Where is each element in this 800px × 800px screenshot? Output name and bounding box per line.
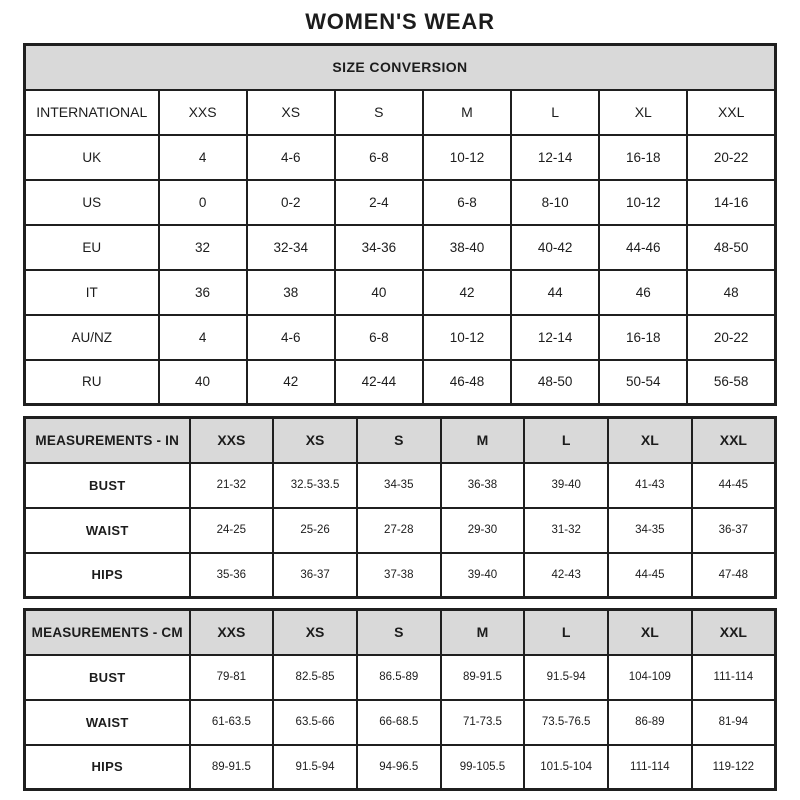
row-label-cell: WAIST [25, 700, 190, 745]
value-cell: 12-14 [511, 315, 599, 360]
value-cell: 48-50 [687, 225, 775, 270]
value-cell: 10-12 [599, 180, 687, 225]
table-row [25, 180, 776, 225]
row-label-cell: EU [25, 225, 159, 270]
value-cell: 44 [511, 270, 599, 315]
measurements-in-table [23, 416, 777, 599]
row-label-cell: WAIST [25, 508, 190, 553]
value-cell: 36-37 [273, 553, 357, 598]
table-row [25, 135, 776, 180]
size-column-header: XS [273, 610, 357, 655]
size-column-header: S [357, 610, 441, 655]
measurements-cm-header: MEASUREMENTS - CM [25, 610, 190, 655]
value-cell: 119-122 [692, 745, 776, 790]
value-cell: 81-94 [692, 700, 776, 745]
table-row [25, 225, 776, 270]
value-cell: 6-8 [335, 315, 423, 360]
row-label-cell: HIPS [25, 553, 190, 598]
measurements-cm-header-row [25, 610, 776, 655]
size-column-header: XXS [190, 610, 274, 655]
column-header-cell: M [423, 90, 511, 135]
value-cell: 36-37 [692, 508, 776, 553]
value-cell: 46 [599, 270, 687, 315]
size-column-header: XS [273, 418, 357, 463]
value-cell: 44-46 [599, 225, 687, 270]
value-cell: 94-96.5 [357, 745, 441, 790]
value-cell: 82.5-85 [273, 655, 357, 700]
value-cell: 42-44 [335, 360, 423, 405]
table-row [25, 270, 776, 315]
value-cell: 34-35 [357, 463, 441, 508]
size-column-header: XL [608, 418, 692, 463]
size-column-header: XXL [692, 418, 776, 463]
value-cell: 40 [159, 360, 247, 405]
row-label-cell: US [25, 180, 159, 225]
value-cell: 47-48 [692, 553, 776, 598]
value-cell: 104-109 [608, 655, 692, 700]
value-cell: 12-14 [511, 135, 599, 180]
measurements-in-header: MEASUREMENTS - IN [25, 418, 190, 463]
table-row [25, 315, 776, 360]
value-cell: 42 [247, 360, 335, 405]
value-cell: 29-30 [441, 508, 525, 553]
value-cell: 10-12 [423, 315, 511, 360]
table-row [25, 508, 776, 553]
value-cell: 48-50 [511, 360, 599, 405]
value-cell: 111-114 [608, 745, 692, 790]
value-cell: 8-10 [511, 180, 599, 225]
size-column-header: XL [608, 610, 692, 655]
measurements-cm-table [23, 608, 777, 791]
value-cell: 73.5-76.5 [524, 700, 608, 745]
value-cell: 27-28 [357, 508, 441, 553]
value-cell: 0-2 [247, 180, 335, 225]
table-row [25, 745, 776, 790]
value-cell: 71-73.5 [441, 700, 525, 745]
page-title: WOMEN'S WEAR [305, 9, 495, 34]
column-header-cell: XXL [687, 90, 775, 135]
value-cell: 21-32 [190, 463, 274, 508]
value-cell: 36-38 [441, 463, 525, 508]
size-column-header: XXL [692, 610, 776, 655]
row-label-cell: IT [25, 270, 159, 315]
row-label-cell: UK [25, 135, 159, 180]
value-cell: 40-42 [511, 225, 599, 270]
size-column-header: S [357, 418, 441, 463]
value-cell: 66-68.5 [357, 700, 441, 745]
value-cell: 32 [159, 225, 247, 270]
value-cell: 50-54 [599, 360, 687, 405]
value-cell: 91.5-94 [273, 745, 357, 790]
table-row [25, 553, 776, 598]
value-cell: 42 [423, 270, 511, 315]
value-cell: 86.5-89 [357, 655, 441, 700]
value-cell: 4-6 [247, 135, 335, 180]
value-cell: 14-16 [687, 180, 775, 225]
value-cell: 32-34 [247, 225, 335, 270]
value-cell: 46-48 [423, 360, 511, 405]
value-cell: 34-35 [608, 508, 692, 553]
table-row [25, 700, 776, 745]
value-cell: 39-40 [524, 463, 608, 508]
value-cell: 4-6 [247, 315, 335, 360]
value-cell: 16-18 [599, 135, 687, 180]
size-column-header: M [441, 610, 525, 655]
value-cell: 101.5-104 [524, 745, 608, 790]
value-cell: 38 [247, 270, 335, 315]
column-header-cell: XL [599, 90, 687, 135]
table-title-row [25, 45, 776, 90]
value-cell: 0 [159, 180, 247, 225]
value-cell: 38-40 [423, 225, 511, 270]
row-label-cell: AU/NZ [25, 315, 159, 360]
size-conversion-table [23, 43, 777, 406]
value-cell: 44-45 [608, 553, 692, 598]
value-cell: 40 [335, 270, 423, 315]
value-cell: 20-22 [687, 315, 775, 360]
value-cell: 31-32 [524, 508, 608, 553]
table-row [25, 360, 776, 405]
value-cell: 35-36 [190, 553, 274, 598]
value-cell: 41-43 [608, 463, 692, 508]
row-label-cell: BUST [25, 655, 190, 700]
value-cell: 4 [159, 135, 247, 180]
value-cell: 36 [159, 270, 247, 315]
column-header-cell: INTERNATIONAL [25, 90, 159, 135]
column-header-cell: L [511, 90, 599, 135]
value-cell: 32.5-33.5 [273, 463, 357, 508]
value-cell: 24-25 [190, 508, 274, 553]
value-cell: 44-45 [692, 463, 776, 508]
column-header-cell: XXS [159, 90, 247, 135]
table-row [25, 655, 776, 700]
value-cell: 89-91.5 [441, 655, 525, 700]
value-cell: 91.5-94 [524, 655, 608, 700]
value-cell: 34-36 [335, 225, 423, 270]
value-cell: 2-4 [335, 180, 423, 225]
row-label-cell: RU [25, 360, 159, 405]
value-cell: 48 [687, 270, 775, 315]
value-cell: 99-105.5 [441, 745, 525, 790]
value-cell: 37-38 [357, 553, 441, 598]
value-cell: 6-8 [335, 135, 423, 180]
value-cell: 89-91.5 [190, 745, 274, 790]
value-cell: 86-89 [608, 700, 692, 745]
column-header-row [25, 90, 776, 135]
size-column-header: M [441, 418, 525, 463]
size-column-header: XXS [190, 418, 274, 463]
column-header-cell: XS [247, 90, 335, 135]
value-cell: 25-26 [273, 508, 357, 553]
measurements-in-header-row [25, 418, 776, 463]
value-cell: 6-8 [423, 180, 511, 225]
row-label-cell: HIPS [25, 745, 190, 790]
table-row [25, 463, 776, 508]
value-cell: 42-43 [524, 553, 608, 598]
size-column-header: L [524, 610, 608, 655]
value-cell: 63.5-66 [273, 700, 357, 745]
value-cell: 56-58 [687, 360, 775, 405]
row-label-cell: BUST [25, 463, 190, 508]
size-column-header: L [524, 418, 608, 463]
value-cell: 10-12 [423, 135, 511, 180]
size-conversion-header: SIZE CONVERSION [25, 45, 776, 90]
value-cell: 16-18 [599, 315, 687, 360]
value-cell: 79-81 [190, 655, 274, 700]
column-header-cell: S [335, 90, 423, 135]
value-cell: 111-114 [692, 655, 776, 700]
value-cell: 4 [159, 315, 247, 360]
value-cell: 61-63.5 [190, 700, 274, 745]
value-cell: 20-22 [687, 135, 775, 180]
value-cell: 39-40 [441, 553, 525, 598]
